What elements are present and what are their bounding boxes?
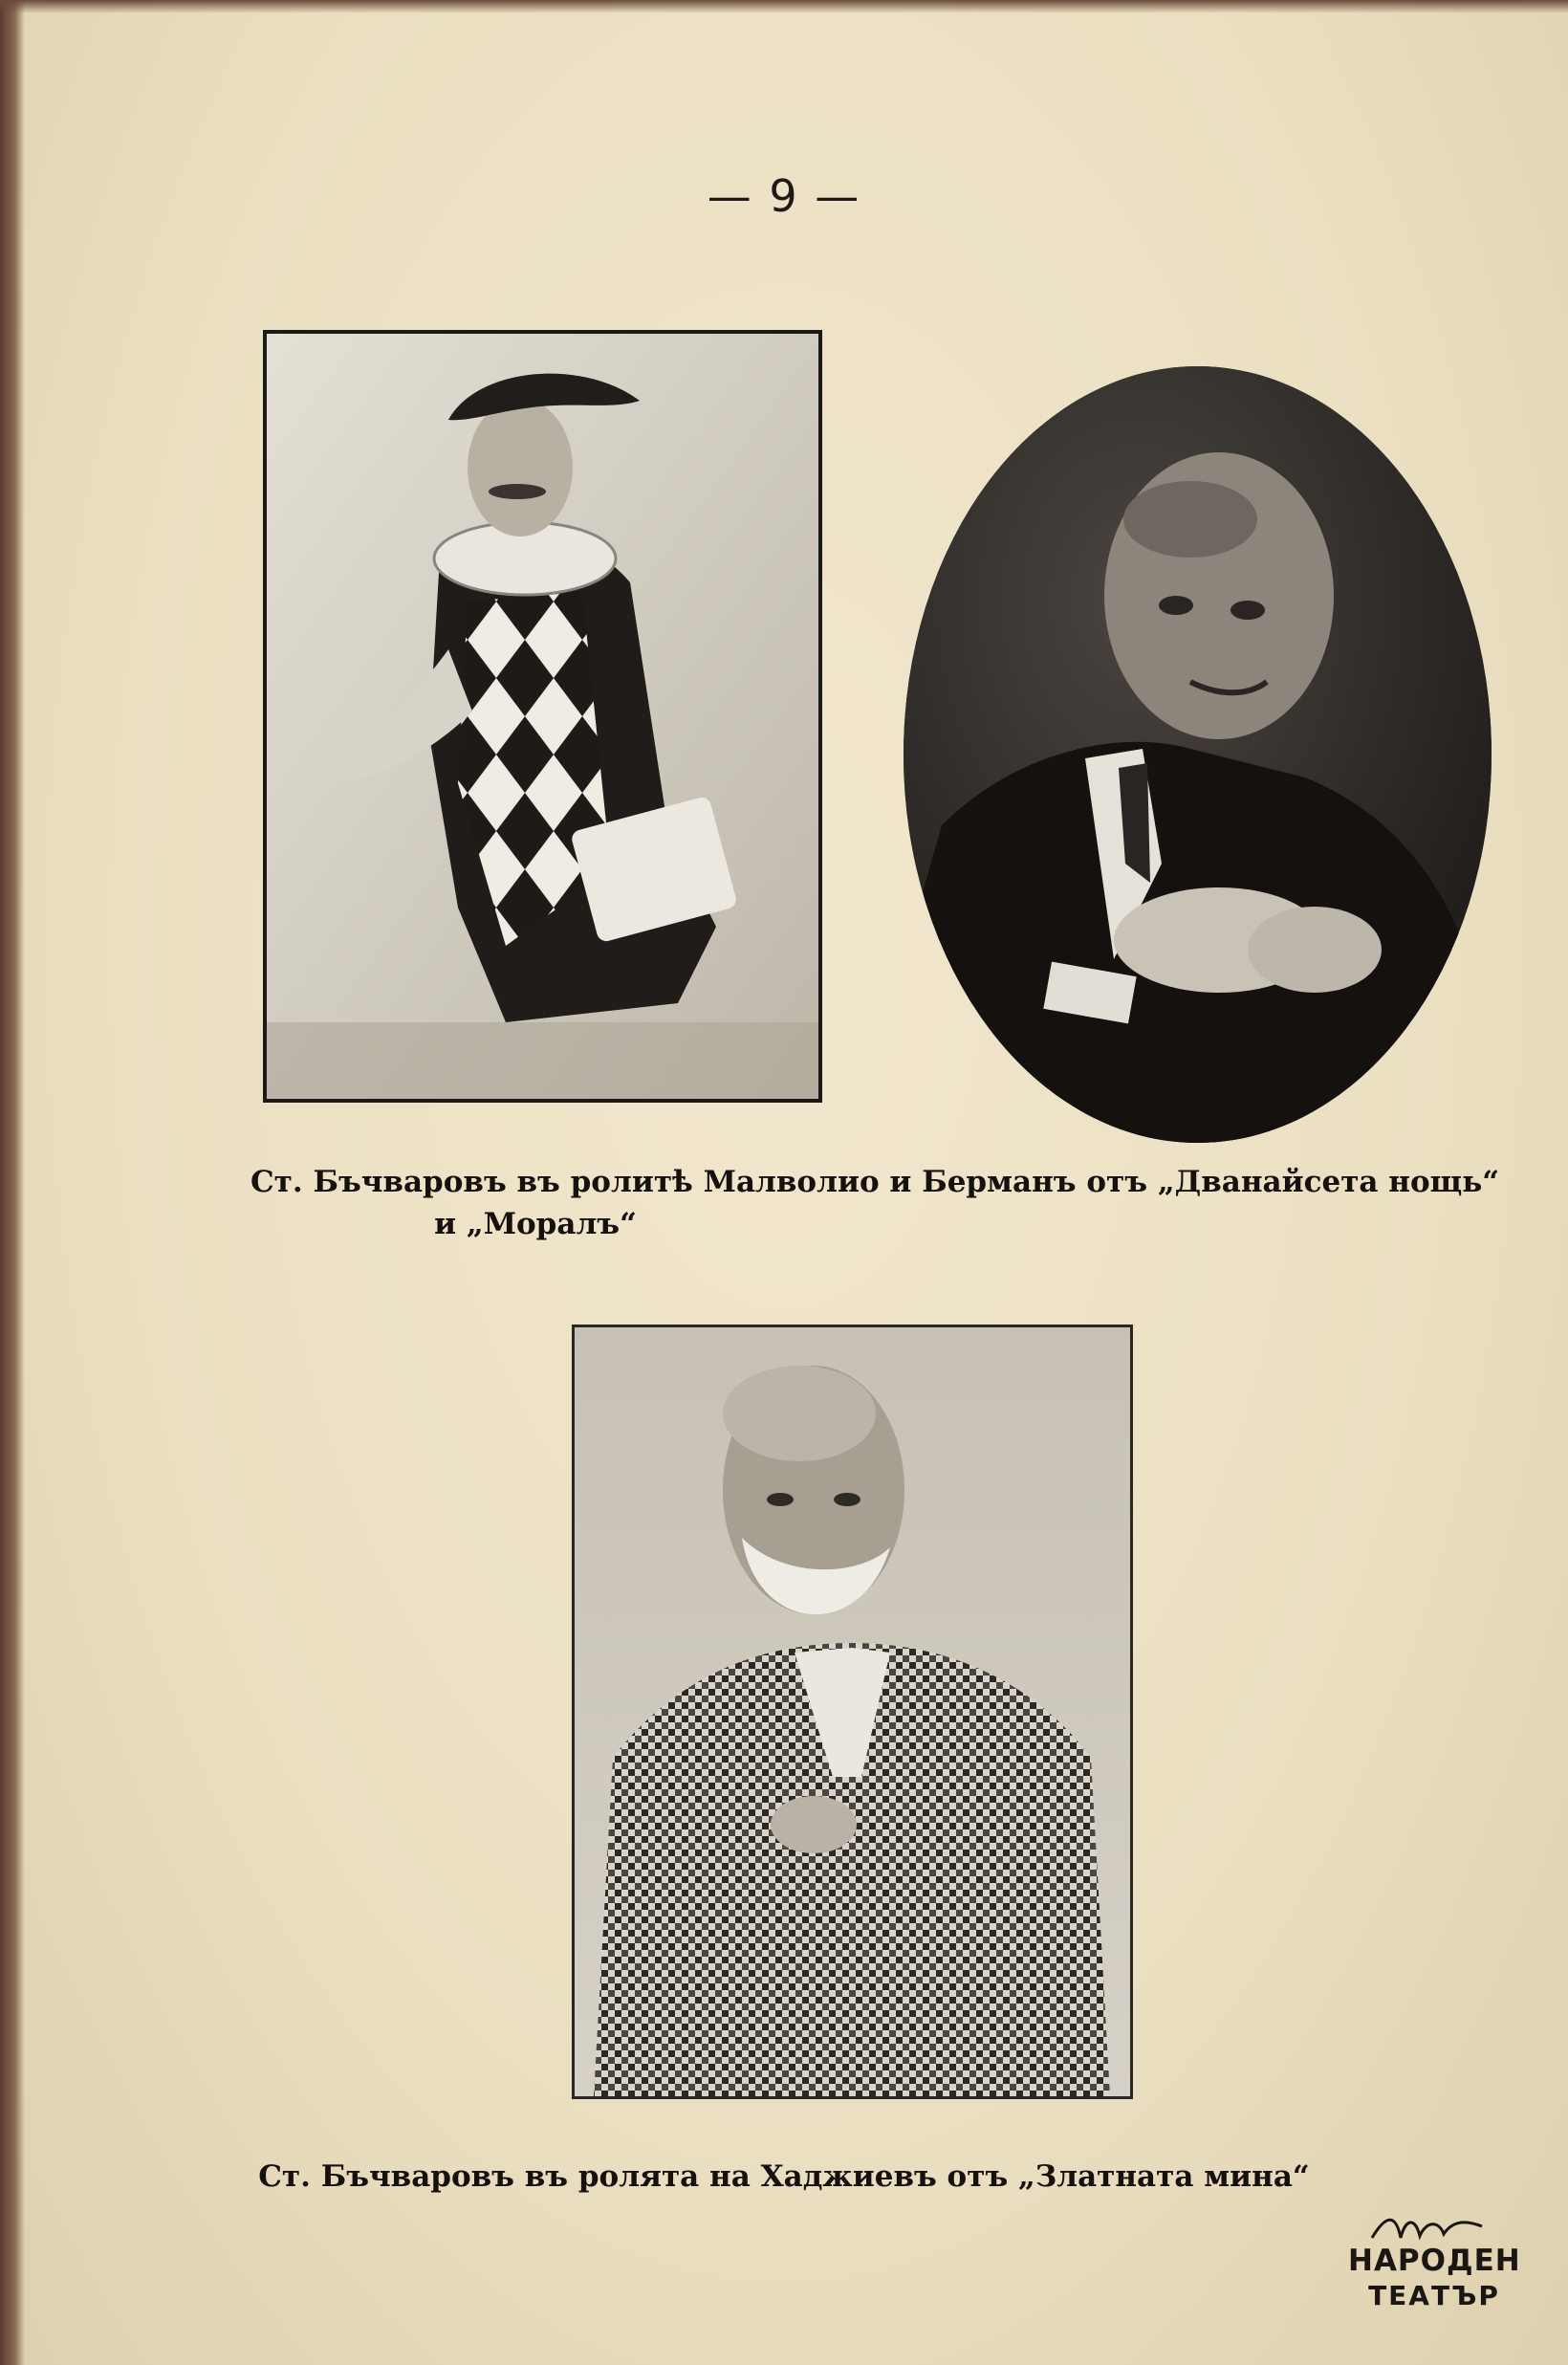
photo-berman-image — [904, 366, 1492, 1143]
caption-top-line1: Ст. Бъчваровъ въ ролитѣ Малволио и Берманъ отъ „Дванайсета нощь“ — [250, 1165, 1500, 1199]
page-number: — 9 — — [707, 170, 861, 222]
photo-malvolio — [263, 330, 822, 1103]
logo-text-narodna: НАРОДЕН — [1348, 2244, 1521, 2278]
photo-malvolio-image — [267, 334, 818, 1099]
page-top-edge — [0, 0, 1568, 13]
caption-bottom: Ст. Бъчваровъ въ ролята на Хаджиевъ отъ „Златната мина“ — [258, 2159, 1310, 2194]
photo-berman — [904, 366, 1492, 1143]
national-theatre-logo — [1348, 2209, 1520, 2343]
page-left-edge — [0, 0, 25, 2365]
caption-top-line2: и „Моралъ“ — [434, 1207, 637, 1241]
photo-hadzhiev-image — [575, 1327, 1130, 2096]
logo-text-teatar: ТЕАТЪР — [1368, 2280, 1500, 2311]
photo-hadzhiev — [572, 1325, 1133, 2099]
